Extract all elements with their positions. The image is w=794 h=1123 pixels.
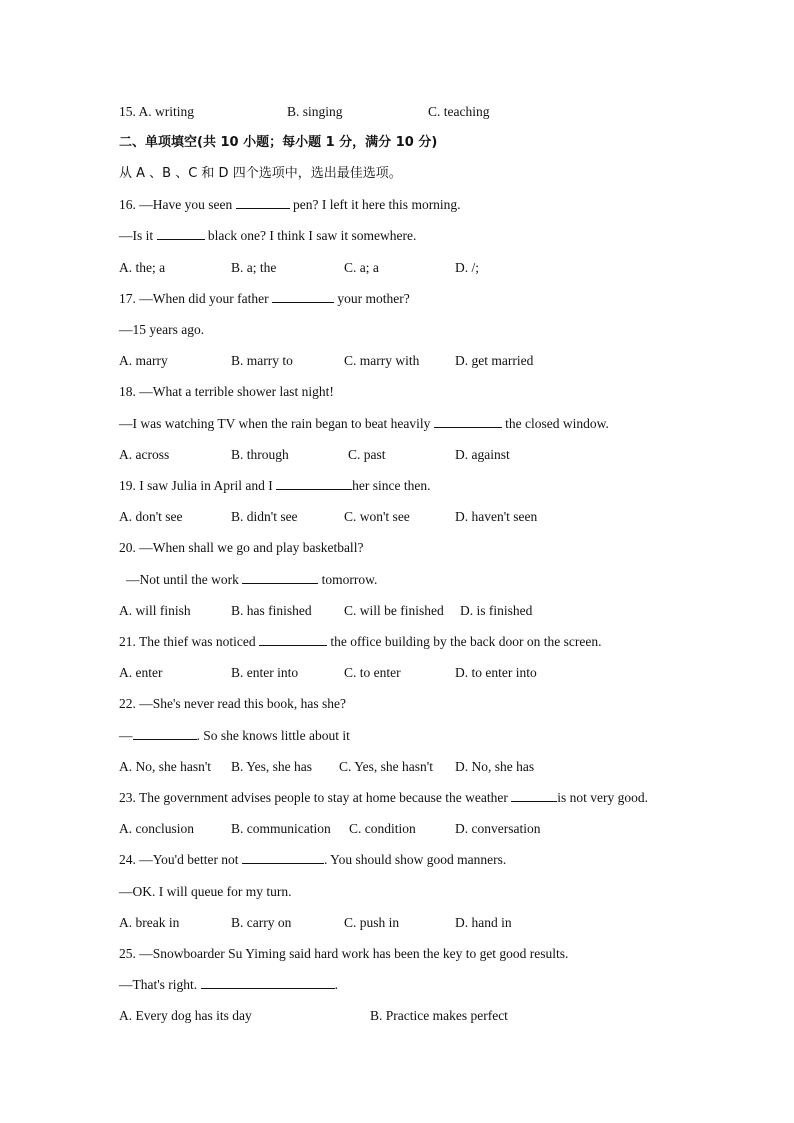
option-a: A. will finish	[119, 603, 191, 618]
option-d: D. to enter into	[455, 665, 537, 680]
option-c: C. past	[348, 447, 386, 462]
q20-stem-1: 20. —When shall we go and play basketball?	[119, 540, 364, 555]
q17-stem-1: 17. —When did your father your mother?	[119, 291, 410, 306]
option-a: A. break in	[119, 915, 180, 930]
q22-stem-1: 22. —She's never read this book, has she?	[119, 696, 347, 711]
answer-blank	[276, 477, 352, 490]
answer-blank	[259, 633, 327, 646]
q25-stem-1: 25. —Snowboarder Su Yiming said hard work has been the key to get good results.	[119, 946, 569, 961]
option-b: B. carry on	[231, 915, 292, 930]
answer-blank	[511, 789, 557, 802]
option-a: A. Every dog has its day	[119, 1008, 252, 1023]
q15-options	[119, 103, 759, 121]
q22-stem-2: — . So she knows little about it	[119, 728, 350, 743]
q16-stem-1: 16. —Have you seen pen? I left it here this morning.	[119, 197, 461, 212]
q18-stem-2: —I was watching TV when the rain began to beat heavily the closed window.	[119, 416, 609, 431]
question-number: 15.	[119, 104, 136, 119]
option-b: B. singing	[287, 104, 343, 119]
option-b: B. Yes, she has	[231, 759, 313, 774]
section-instruction: 从 A 、B 、C 和 D 四个选项中，选出最佳选项。	[119, 166, 402, 181]
option-d: D. No, she has	[455, 759, 535, 774]
option-a: A. across	[119, 447, 170, 462]
option-b: B. marry to	[231, 353, 293, 368]
option-b: B. Practice makes perfect	[370, 1008, 508, 1023]
q25-options	[119, 1007, 759, 1025]
answer-blank	[242, 851, 324, 864]
option-d: D. against	[455, 447, 510, 462]
option-a: A. don't see	[119, 509, 183, 524]
q20-options	[119, 602, 759, 620]
q22-options	[119, 758, 759, 776]
option-b: B. enter into	[231, 665, 299, 680]
option-a: A. writing	[138, 104, 195, 119]
option-b: B. a; the	[231, 260, 277, 275]
option-c: C. teaching	[428, 104, 490, 119]
q16-options	[119, 259, 759, 277]
q17-stem-2: —15 years ago.	[119, 322, 205, 337]
q18-options	[119, 446, 759, 464]
q16-stem-2: —Is it black one? I think I saw it somewhere.	[119, 228, 417, 243]
q24-stem-1: 24. —You'd better not . You should show good manners.	[119, 852, 507, 867]
q17-options	[119, 352, 759, 370]
answer-blank	[434, 415, 502, 428]
answer-blank	[201, 976, 335, 989]
option-c: C. a; a	[344, 260, 379, 275]
option-c: C. won't see	[344, 509, 410, 524]
option-a: A. conclusion	[119, 821, 194, 836]
option-c: C. Yes, she hasn't	[339, 759, 433, 774]
q21-stem-1: 21. The thief was noticed the office building by the back door on the screen.	[119, 634, 602, 649]
option-a: A. marry	[119, 353, 168, 368]
option-c: C. push in	[344, 915, 400, 930]
section-title: 二、单项填空(共 10 小题；每小题 1 分，满分 10 分)	[119, 135, 438, 150]
q20-stem-2: —Not until the work tomorrow.	[126, 572, 378, 587]
option-d: D. get married	[455, 353, 534, 368]
option-c: C. marry with	[344, 353, 420, 368]
option-a: A. No, she hasn't	[119, 759, 212, 774]
answer-blank	[133, 727, 197, 740]
option-c: C. condition	[349, 821, 416, 836]
option-b: B. through	[231, 447, 289, 462]
option-a: A. enter	[119, 665, 163, 680]
option-c: C. will be finished	[344, 603, 444, 618]
option-b: B. has finished	[231, 603, 312, 618]
answer-blank	[272, 290, 334, 303]
q25-stem-2: —That's right. .	[119, 977, 338, 992]
q19-options	[119, 508, 759, 526]
option-d: D. is finished	[460, 603, 533, 618]
q18-stem-1: 18. —What a terrible shower last night!	[119, 384, 334, 399]
option-d: D. haven't seen	[455, 509, 538, 524]
option-b: B. didn't see	[231, 509, 298, 524]
option-d: D. conversation	[455, 821, 541, 836]
q24-options	[119, 914, 759, 932]
answer-blank	[242, 571, 318, 584]
option-d: D. /;	[455, 260, 480, 275]
option-d: D. hand in	[455, 915, 512, 930]
q19-stem-1: 19. I saw Julia in April and I her since then.	[119, 478, 431, 493]
q23-stem-1: 23. The government advises people to stay at home because the weather is not very good.	[119, 790, 648, 805]
q21-options	[119, 664, 759, 682]
q24-stem-2: —OK. I will queue for my turn.	[119, 884, 292, 899]
option-c: C. to enter	[344, 665, 401, 680]
option-a: A. the; a	[119, 260, 166, 275]
option-b: B. communication	[231, 821, 331, 836]
answer-blank	[157, 227, 205, 240]
answer-blank	[236, 196, 290, 209]
q23-options	[119, 820, 759, 838]
